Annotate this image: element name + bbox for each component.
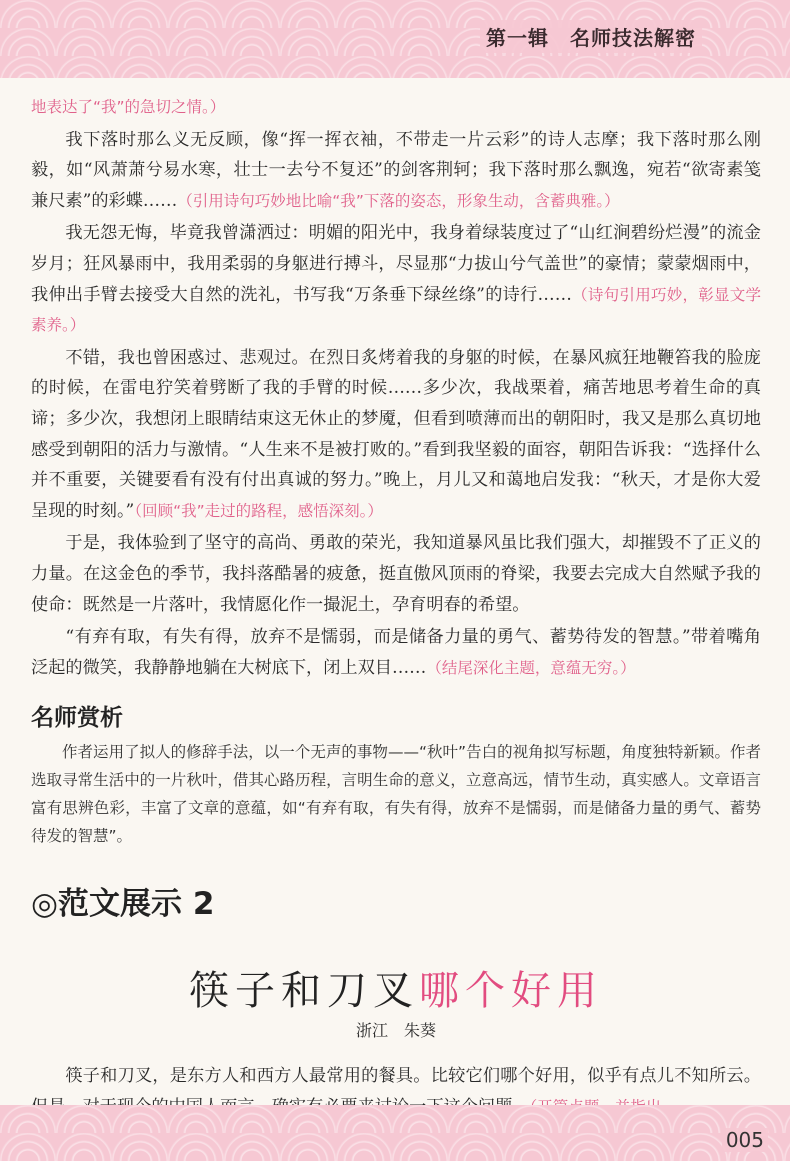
- paragraph: [31, 125, 761, 217]
- essay-title-main: 筷子和刀叉: [189, 968, 419, 1015]
- footer-decorative-band: [0, 1105, 790, 1161]
- annotation-note: （诗句引用巧妙，彰显文学素养。）: [31, 285, 761, 335]
- paragraph-text: “有弃有取，有失有得，放弃不是懦弱，而是储备力量的勇气、蓄势待发的智慧。”带着嘴角泛起的微笑，我静静地躺在大树底下，闭上双目……: [31, 627, 761, 678]
- paragraph-text: 不错，我也曾困惑过、悲观过。在烈日炙烤着我的身躯的时候，在暴风疯狂地鞭笞我的脸庞的时候，在雷电狞笑着劈断了我的手臂的时候……多少次，我战栗着，痛苦地思考着生命的真谛；多少次，我想闭上眼睛结束这无休止的梦魇，但看到喷薄而出的朝阳时，我又是那么真切地感受到朝阳的活力与激情。“人生来不是被打败的。”看到我坚毅的面容，朝阳告诉我：“选择什么并不重要，关键要看有没有付出真诚的努力。”晚上，月儿又和蔼地启发我：“秋天，才是你大爱呈现的时刻。”: [31, 347, 761, 521]
- annotation-note: 地表达了“我”的急切之情。）: [31, 98, 226, 116]
- analysis-text: 作者运用了拟人的修辞手法，以一个无声的事物——“秋叶”告白的视角拟写标题，角度独特新颖。作者选取寻常生活中的一片秋叶，借其心路历程，言明生命的意义，立意高远，情节生动，真实感人。文章语言富有思辨色彩，丰富了文章的意蕴，如“有弃有取，有失有得，放弃不是懦弱，而是储备力量的勇气、蓄势待发的智慧”。: [31, 743, 761, 846]
- annotation-note: （回顾“我”走过的路程，感悟深刻。）: [134, 501, 383, 520]
- paragraph-text: 我无怨无悔，毕竟我曾潇洒过：明媚的阳光中，我身着绿装度过了“山红涧碧纷烂漫”的流金岁月；狂风暴雨中，我用柔弱的身躯进行搏斗，尽显那“力拔山兮气盖世”的豪情；蒙蒙烟雨中，我伸出手臂去接受大自然的洗礼，书写我“万条垂下绿丝绦”的诗行……: [31, 223, 761, 305]
- paragraph: [31, 343, 761, 527]
- essay-body: [31, 92, 761, 683]
- paragraph-text: 于是，我体验到了坚守的高尚、勇敢的荣光，我知道暴风虽比我们强大，却摧毁不了正义的力量。在这金色的季节，我抖落酷暑的疲惫，挺直傲风顶雨的脊梁，我要去完成大自然赋予我的使命：既然是一片落叶，我情愿化作一撮泥土，孕育明春的希望。: [31, 533, 761, 615]
- paragraph: [31, 528, 761, 620]
- sample-heading: ◎范文展示 2: [31, 886, 215, 923]
- essay-title: [31, 959, 761, 1016]
- paragraph-text: 我下落时那么义无反顾，像“挥一挥衣袖，不带走一片云彩”的诗人志摩；我下落时那么刚毅，如“风萧萧兮易水寒，壮士一去兮不复还”的剑客荆轲；我下落时那么飘逸，宛若“欲寄素笺兼尺素”的彩蝶……: [31, 129, 761, 211]
- page-content: [31, 92, 761, 1124]
- analysis-title: 名师赏析: [31, 705, 123, 732]
- annotation-note: （结尾深化主题，意蕴无穷。）: [426, 658, 636, 677]
- annotation-note: （引用诗句巧妙地比喻“我”下落的姿态，形象生动，含蓄典雅。）: [177, 191, 620, 210]
- paragraph: [31, 622, 761, 683]
- paragraph: [31, 92, 761, 123]
- chapter-header-title: 第一辑 名师技法解密: [480, 20, 702, 53]
- essay-title-accent: 哪个好用: [419, 968, 603, 1015]
- page-number: 005: [722, 1128, 768, 1152]
- paragraph: [31, 218, 761, 340]
- paragraph-text: 筷子和刀叉，是东方人和西方人最常用的餐具。比较它们哪个好用，似乎有点儿不知所云。: [65, 1066, 761, 1087]
- essay-author: 浙江 朱葵: [355, 1021, 436, 1041]
